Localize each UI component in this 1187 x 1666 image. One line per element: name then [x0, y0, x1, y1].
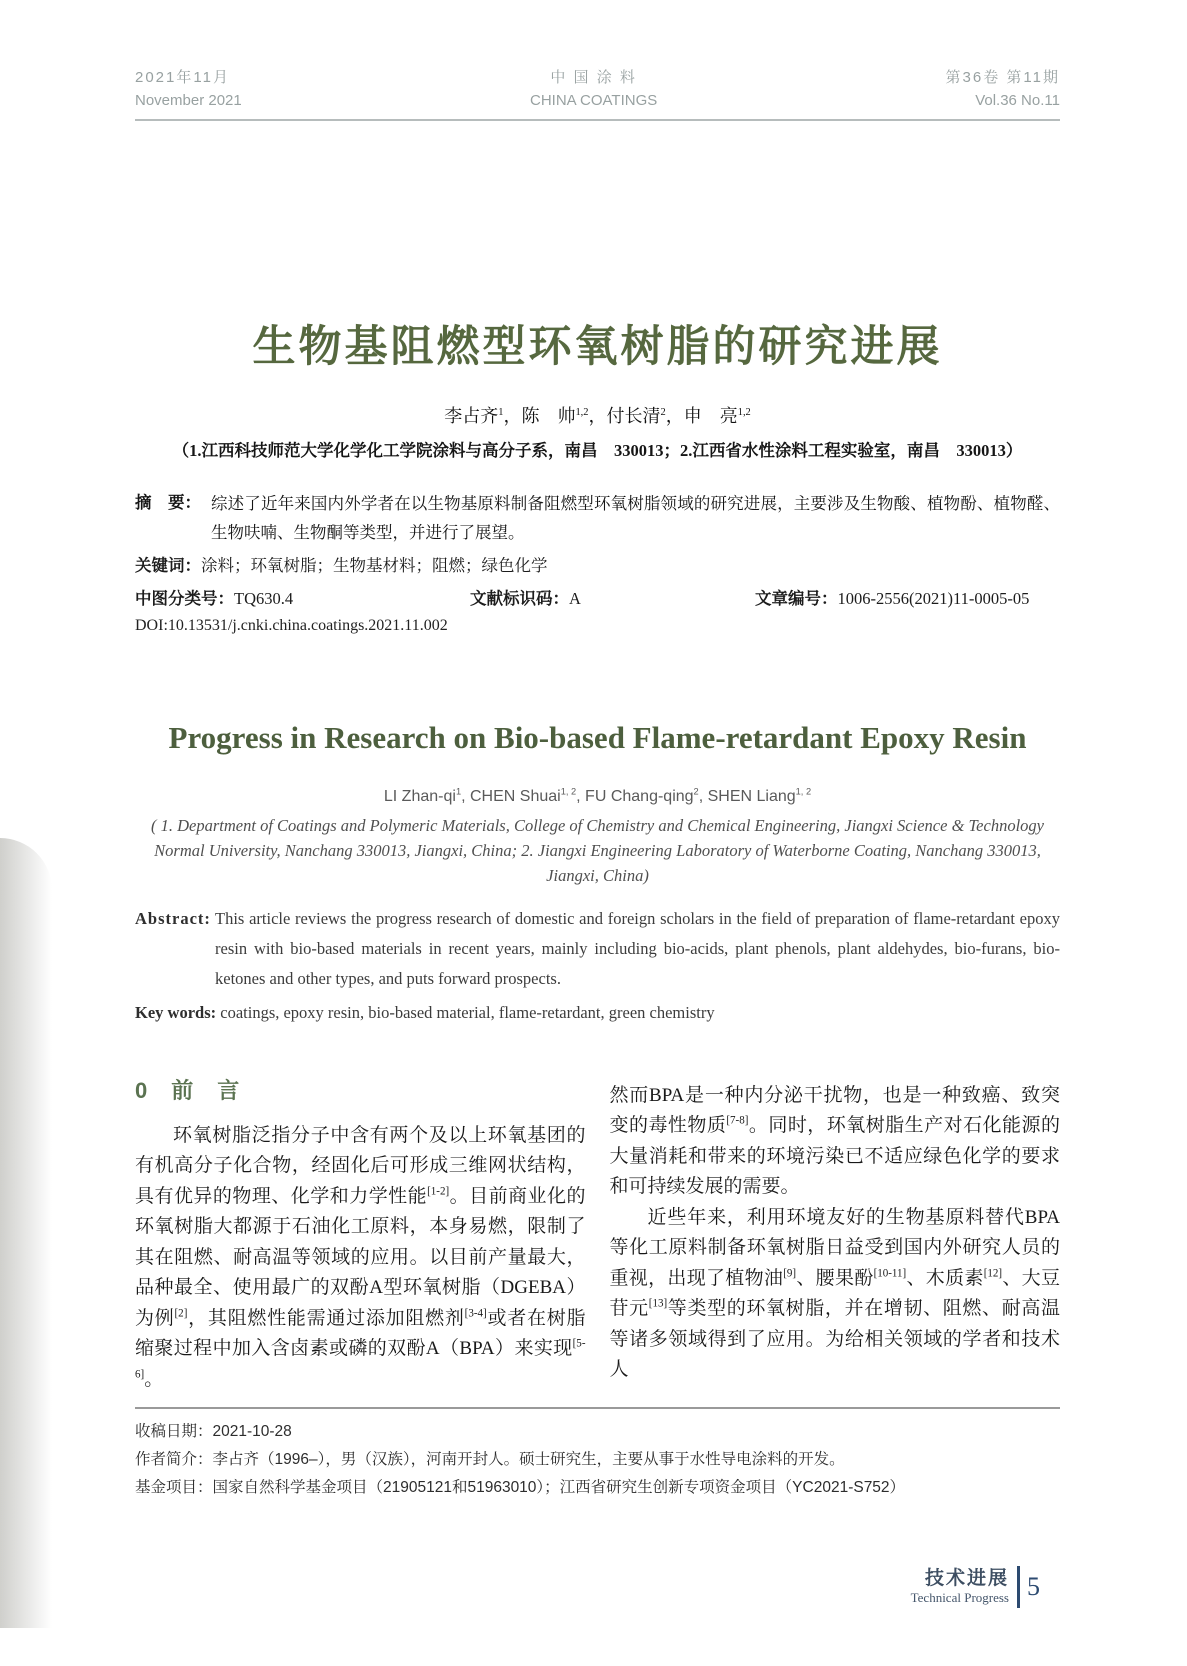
- keywords-en: [135, 998, 1060, 1028]
- keywords-en-label: Key words:: [135, 1002, 217, 1022]
- page-footer: [911, 1566, 1040, 1608]
- meta-article-id: [755, 584, 1060, 614]
- page: [135, 66, 1060, 1502]
- header-date-en: November 2021: [135, 92, 242, 109]
- meta-doc-code-value: A: [569, 588, 581, 608]
- abstract-en: [135, 904, 1060, 994]
- footer-section-cn: 技术进展: [924, 1568, 1009, 1589]
- footnote-author-bio: 作者简介：李占齐（1996–），男（汉族），河南开封人。硕士研究生，主要从事于水性导电涂料的开发。: [135, 1451, 845, 1469]
- footer-section-label: [911, 1568, 1009, 1606]
- section-0-heading: 0 前 言: [135, 1077, 241, 1103]
- affiliation-en: ( 1. Department of Coatings and Polymeric Materials, College of Chemistry and Chemical Engineering, Jiangxi Science & Technology Normal University, Nanchang 330013, Jiangxi, China; 2. Jiangxi Engineering Laboratory of Waterborne Coating, Nanchang 330013, Jiangxi, China): [151, 815, 1044, 885]
- paragraph-intro-1: 环氧树脂泛指分子中含有两个及以上环氧基团的有机高分子化合物，经固化后可形成三维网状结构，具有优异的物理、化学和力学性能[1-2]。目前商业化的环氧树脂大都源于石油化工原料，本身易燃，限制了其在阻燃、耐高温等领域的应用。以目前产量最大，品种最全、使用最广的双酚A型环氧树脂（DGEBA）为例[2]，其阻燃性能需通过添加阻燃剂[3-4]或者在树脂缩聚过程中加入含卤素或磷的双酚A（BPA）来实现[5-6]。: [135, 1124, 586, 1390]
- abstract-cn-text: 综述了近年来国内外学者在以生物基原料制备阻燃型环氧树脂领域的研究进展，主要涉及生物酸、植物酚、植物醛、生物呋喃、生物酮等类型，并进行了展望。: [211, 493, 1060, 542]
- header-date-cn: 2021年11月: [135, 69, 230, 86]
- column-left: [135, 1074, 586, 1396]
- abstract-cn-label: 摘 要：: [135, 493, 201, 512]
- doi: DOI:10.13531/j.cnki.china.coatings.2021.11.002: [135, 616, 448, 634]
- header-issue: [946, 66, 1060, 112]
- meta-doc-code: [470, 584, 755, 614]
- header-issue-en: Vol.36 No.11: [975, 92, 1060, 109]
- journal-title-cn: 中 国 涂 料: [550, 69, 637, 86]
- journal-title-en: CHINA COATINGS: [530, 92, 658, 109]
- footnote-received-date: 收稿日期：2021-10-28: [135, 1423, 292, 1441]
- journal-title: [530, 66, 657, 112]
- abstract-en-text: This article reviews the progress research of domestic and foreign scholars in the field of preparation of flame-retardant epoxy resin with bio-based materials in recent years, mainly including bio-acids, plant phenols, plant aldehydes, bio-furans, bio-ketones and other types, and puts forward prospects.: [215, 908, 1060, 988]
- footer-divider-bar: [1017, 1566, 1020, 1608]
- meta-clc-value: TQ630.4: [234, 588, 294, 608]
- meta-clc: [135, 584, 470, 614]
- page-number: 5: [1027, 1572, 1040, 1601]
- footnotes: [135, 1407, 1060, 1502]
- meta-clc-label: 中图分类号：: [135, 589, 234, 608]
- paragraph-intro-3: 近些年来，利用环境友好的生物基原料替代BPA等化工原料制备环氧树脂日益受到国内外研究人员的重视，出现了植物油[9]、腰果酚[10-11]、木质素[12]、大豆苷元[13]等类型的环氧树脂，并在增韧、阻燃、耐高温等诸多领域得到了应用。为给相关领域的学者和技术人: [609, 1206, 1060, 1381]
- body-columns: [135, 1074, 1060, 1396]
- header-date: [135, 66, 242, 112]
- keywords-cn: [135, 551, 1060, 581]
- header-issue-cn: 第36卷 第11期: [945, 69, 1060, 86]
- abstract-cn: [135, 489, 1060, 547]
- journal-header: [135, 66, 1060, 121]
- article-meta-row: [135, 584, 1060, 614]
- paragraph-intro-2: 然而BPA是一种内分泌干扰物，也是一种致癌、致突变的毒性物质[7-8]。同时，环氧树脂生产对石化能源的大量消耗和带来的环境污染已不适应绿色化学的要求和可持续发展的需要。: [609, 1084, 1060, 1198]
- article-title-cn: 生物基阻燃型环氧树脂的研究进展: [252, 323, 943, 371]
- meta-article-id-value: 1006-2556(2021)11-0005-05: [837, 588, 1030, 608]
- affiliation-cn: （1.江西科技师范大学化学化工学院涂料与高分子系，南昌 330013；2.江西省水性涂料工程实验室，南昌 330013）: [172, 440, 1023, 460]
- meta-article-id-label: 文章编号：: [755, 589, 838, 608]
- page-edge-scan-shadow: [0, 838, 52, 1628]
- authors-cn: 李占齐$^1$，陈 帅$^{1,2}$，付长清$^2$，申 亮$^{1,2}$: [444, 405, 751, 426]
- keywords-cn-text: 涂料；环氧树脂；生物基材料；阻燃；绿色化学: [201, 555, 548, 575]
- meta-doc-code-label: 文献标识码：: [470, 589, 569, 608]
- footer-section-en: Technical Progress: [910, 1590, 1009, 1605]
- authors-en: LI Zhan-$qi^1$, CHEN Shuai$^{1, 2}$, FU Chang-qing$^2$, SHEN Liang$^{1, 2}$: [383, 786, 812, 805]
- keywords-en-text: coatings, epoxy resin, bio-based material, flame-retardant, green chemistry: [220, 1002, 715, 1022]
- abstract-en-label: Abstract:: [135, 908, 211, 928]
- article-title-en: Progress in Research on Bio-based Flame-retardant Epoxy Resin: [168, 719, 1027, 755]
- keywords-cn-label: 关键词：: [135, 556, 201, 575]
- footnote-funding: 基金项目：国家自然科学基金项目（21905121和51963010）；江西省研究生创新专项资金项目（YC2021-S752）: [135, 1479, 906, 1497]
- column-right: [610, 1074, 1061, 1396]
